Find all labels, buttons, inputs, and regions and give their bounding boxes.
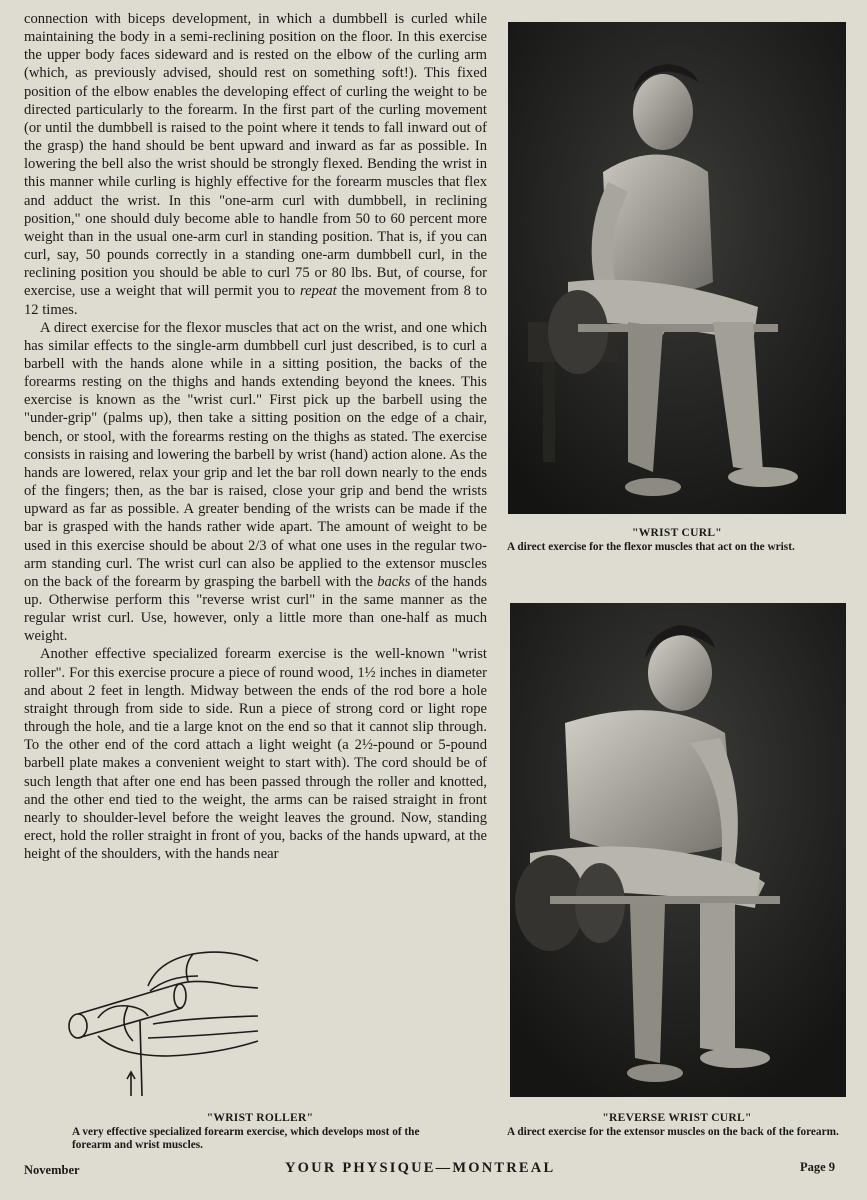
article-body <box>24 10 487 863</box>
wrist-roller-drawing <box>58 946 268 1096</box>
paragraph-2: A direct exercise for the flexor muscles that act on the wrist, and one which has similar effects to the single-arm dumbbell curl just described, is to curl a barbell with the hands alone while in a sitting position, the backs of the forearms resting on the thighs and hands extending beyond the knees. This exercise is known as the "wrist curl." First pick up the barbell using the "under-grip" (palms up), then take a sitting position on the edge of a chair, bench, or stool, with the forearms resting on the thighs as stated. The exercise consists in raising and lowering the barbell by wrist (hand) action alone. As the hands are lowered, relax your grip and let the bar roll down nearly to the ends of the fingers; then, as the bar is raised, close your grip and bend the wrists upward as far as possible. A greater bending of the wrists can be made if the bar is grasped with the hands rather wide apart. The amount of weight to be used in this exercise should be about 2/3 of what one uses in the regular two-arm standing curl. The wrist curl can also be applied to the extensor muscles on the back of the forearm by grasping the barbell with the backs of the hands up. Otherwise perform this "reverse wrist curl" in the same manner as the regular wrist curl. Use, however, only a little more than one-half as much weight. <box>24 319 488 645</box>
wrist-curl-caption-text: A direct exercise for the flexor muscles that act on the wrist. <box>507 541 795 553</box>
footer-magazine-title: YOUR PHYSIQUE—MONTREAL <box>285 1160 556 1176</box>
paragraph-3: Another effective specialized forearm exercise is the well-known "wrist roller". For this exercise procure a piece of round wood, 1½ inches in diameter and about 2 feet in length. Midway between the ends of the rod bore a hole straight through from side to side. Run a piece of strong cord or light rope through the hole, and tie a large knot on the end so that it cannot slip through. To the other end of the cord attach a light weight (a 2½-pound or 5-pound barbell plate makes a convenient weight to start with). The cord should be of such length that after one end has been passed through the roller and knotted, and the other end tied to the weight, the arms can be raised straight in front nearly to shoulder-level before the weight leaves the ground. Now, standing erect, hold the roller straight in front of you, backs of the hands upward, at the height of the shoulders, with the hands near <box>24 646 487 863</box>
wrist-roller-caption-text: A very effective specialized forearm exercise, which develops most of the forearm and wrist muscles. <box>72 1126 420 1151</box>
reverse-wrist-curl-caption-text: A direct exercise for the extensor muscles on the back of the forearm. <box>507 1126 839 1138</box>
footer-page-number: Page 9 <box>800 1160 836 1174</box>
paragraph-1: connection with biceps development, in which a dumbbell is curled while maintaining the body in a semi-reclining position on the floor. In this exercise the upper body faces sideward and is rested on the elbow of the curling arm (which, as previously advised, should rest on something soft!). This fixed position of the elbow enables the developing effect of curling the weight to be directed particularly to the forearm. In the first part of the curling movement (or until the dumbbell is raised to the point where it tends to fall inward out of the grasp) the hand should be bent upward and inward as far as possible. In lowering the bell also the wrist should be strongly flexed. Bending the wrist in this manner while curling is highly effective for the forearm muscles that flex and adduct the wrist. In this "one-arm curl with dumbbell, in reclining position," one should duly become able to handle from 50 to 60 percent more weight than in the usual one-arm curl in standing position. That is, if you can curl, say, 50 pounds correctly in a standing one-arm dumbbell curl, in the reclining position you should be able to curl 75 or 80 lbs. But, of course, for exercise, use a weight that will permit you to repeat the movement from 8 to 12 times. <box>24 11 488 318</box>
footer-month: November <box>24 1163 80 1177</box>
wrist-curl-photo <box>508 22 846 514</box>
reverse-wrist-curl-photo <box>510 603 846 1097</box>
reverse-wrist-curl-caption-title: "REVERSE WRIST CURL" <box>602 1112 752 1124</box>
wrist-curl-caption-title: "WRIST CURL" <box>632 527 722 539</box>
wrist-roller-caption-title: "WRIST ROLLER" <box>206 1112 314 1124</box>
